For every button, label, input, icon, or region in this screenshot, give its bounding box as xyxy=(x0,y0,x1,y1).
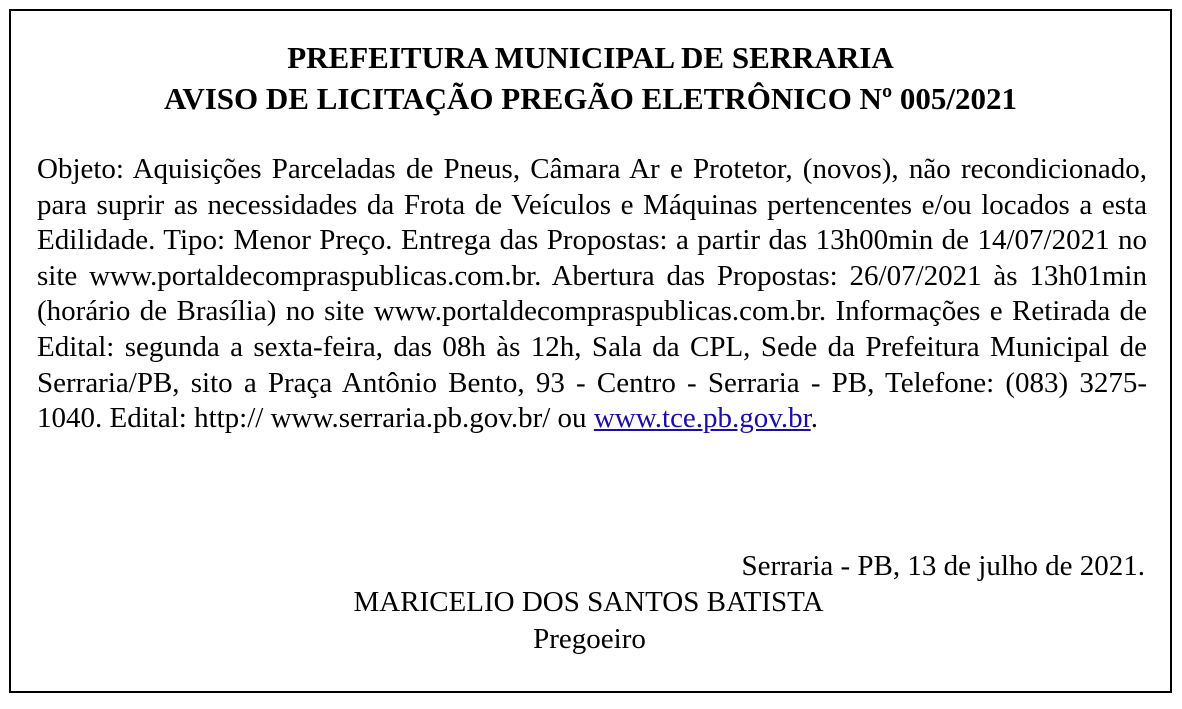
notice-body-text: Objeto: Aquisições Parceladas de Pneus, Câmara Ar e Protetor, (novos), não recondicionado, para suprir as necessidades da Frota de Veículos e Máquinas pertencentes e/ou locados a esta Edilidade. Tipo: Menor Preço. Entrega das Propostas: a partir das 13h00min de 14/07/2021 no site www.portaldecompraspublicas.com.br. Abertura das Propostas: 26/07/2021 às 13h01min (horário de Brasília) no site www.portaldecompraspublicas.com.br. Informações e Retirada de Edital: segunda a sexta-feira, das 08h às 12h, Sala da CPL, Sede da Prefeitura Municipal de Serraria/PB, sito a Praça Antônio Bento, 93 - Centro - Serraria - PB, Telefone: (083) 3275-1040. Edital: http:// www.serraria.pb.gov.br/ ou xyxy=(37,153,1147,435)
tce-link[interactable]: www.tce.pb.gov.br xyxy=(593,402,811,435)
notice-body-paragraph xyxy=(37,152,1147,437)
municipality-title: PREFEITURA MUNICIPAL DE SERRARIA xyxy=(287,40,894,75)
signer-role: Pregoeiro xyxy=(533,623,646,655)
notice-header xyxy=(11,37,1170,119)
link-trailing-period: . xyxy=(810,402,818,435)
notice-body xyxy=(37,152,1147,437)
date-line: Serraria - PB, 13 de julho de 2021. xyxy=(741,550,1145,582)
notice-title: AVISO DE LICITAÇÃO PREGÃO ELETRÔNICO Nº 005/2021 xyxy=(163,81,1018,116)
notice-box xyxy=(9,9,1172,693)
signer-name: MARICELIO DOS SANTOS BATISTA xyxy=(353,586,824,618)
